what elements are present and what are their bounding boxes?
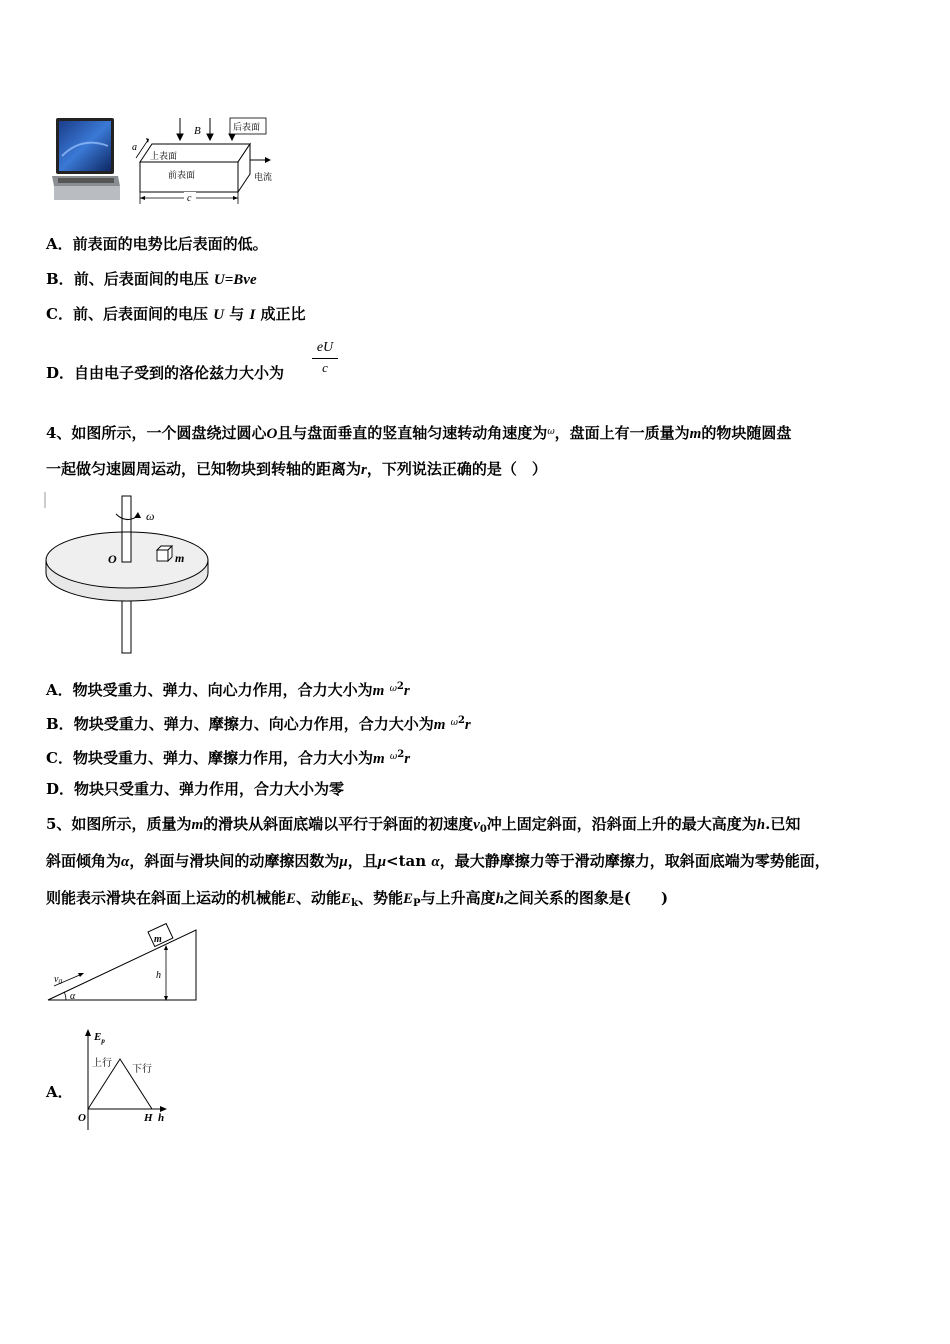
field-label-b: B — [194, 125, 201, 137]
h-max-label: H — [144, 1112, 153, 1124]
q4-stem-line1: 4、如图所示，一个圆盘绕过圆心O且与盘面垂直的竖直轴匀速转动角速度为$^\omega$，盘面上有一质量为m的物块随圆盘 — [46, 424, 792, 442]
laptop-icon — [52, 116, 120, 204]
q5-stem-line2: 斜面倾角为α，斜面与滑块间的动摩擦因数为μ，且μ<tan α，最大静摩擦力等于滑动摩擦力，取斜面底端为零势能面， — [46, 852, 830, 870]
omega-label: ω — [146, 509, 155, 523]
ep-graph — [74, 1026, 174, 1136]
mass-m-label: m — [175, 551, 185, 565]
height-h-label: h — [156, 970, 161, 981]
dimension-a-label: a — [132, 142, 137, 153]
down-label: 下行 — [132, 1064, 152, 1075]
q4-option-d[interactable]: D．物块只受重力、弹力作用，合力大小为零 — [46, 780, 345, 798]
angle-alpha-label: α — [70, 991, 76, 1002]
option-text: 前、后表面间的电压 — [72, 305, 214, 323]
q5-option-a-label[interactable]: A． — [46, 1083, 73, 1101]
slider-m-label: m — [154, 934, 162, 945]
top-surface-label: 上表面 — [150, 151, 178, 161]
q5-stem-line3: 则能表示滑块在斜面上运动的机械能E、动能$E_k$、势能$E_P$与上升高度h之间关系的图象是( ) — [46, 889, 669, 909]
q4-stem-line2: 一起做匀速圆周运动，已知物块到转轴的距离为r，下列说法正确的是（ ） — [46, 460, 547, 478]
v0-label: $v_0$ — [54, 974, 62, 986]
option-prefix: A． — [46, 235, 73, 253]
laptop-figure — [52, 116, 120, 204]
option-formula: U=Bve — [213, 272, 257, 288]
back-surface-label: 后表面 — [233, 122, 261, 132]
option-text: 自由电子受到的洛伦兹力大小为 — [74, 364, 285, 382]
option-text: 成正比 — [255, 305, 306, 323]
incline-figure — [44, 922, 204, 1006]
lower-shaft — [122, 601, 131, 653]
origin-label: O — [78, 1112, 86, 1124]
hall-effect-figure — [132, 112, 282, 208]
symbol-u: U — [213, 307, 225, 323]
magnetic-field-arrows — [177, 118, 235, 140]
q3-option-b[interactable] — [46, 269, 257, 290]
up-label: 上行 — [92, 1058, 112, 1069]
option-text: 与 — [224, 305, 250, 323]
dimension-c-label: c — [187, 193, 192, 204]
q4-option-a[interactable]: A．物块受重力、弹力、向心力作用，合力大小为m $^{\omega 2}$r — [46, 681, 410, 699]
q3-option-c[interactable] — [46, 304, 306, 325]
fraction-denominator: c — [322, 360, 328, 375]
incline-triangle — [48, 930, 196, 1000]
q3-option-a[interactable] — [46, 234, 268, 254]
option-text: 前表面的电势比后表面的低。 — [72, 235, 268, 253]
option-prefix: D． — [46, 364, 75, 382]
current-label: 电流 — [254, 172, 273, 182]
symbol-i: I — [249, 307, 256, 323]
option-text: 前、后表面间的电压 — [73, 270, 214, 288]
q4-option-c[interactable]: C．物块受重力、弹力、摩擦力作用，合力大小为m $^{\omega 2}$r — [46, 749, 411, 767]
option-prefix: C． — [46, 305, 73, 323]
q3-option-d[interactable] — [46, 363, 284, 383]
y-axis-label: $E_p$ — [94, 1031, 105, 1045]
center-o-label: O — [108, 552, 117, 566]
block-icon — [157, 546, 172, 561]
fraction-numerator: eU — [316, 340, 334, 355]
front-surface-label: 前表面 — [168, 170, 196, 180]
fraction-eu-over-c — [310, 339, 340, 377]
q4-option-b[interactable]: B．物块受重力、弹力、摩擦力、向心力作用，合力大小为m $^{\omega 2}$r — [46, 715, 471, 733]
option-prefix: B． — [46, 270, 74, 288]
rotating-disk-figure — [44, 490, 224, 655]
x-axis-label: h — [158, 1112, 165, 1124]
q5-stem-line1: 5、如图所示，质量为m的滑块从斜面底端以平行于斜面的初速度$v_0$冲上固定斜面，沿斜面上升的最大高度为h.已知 — [46, 815, 801, 835]
